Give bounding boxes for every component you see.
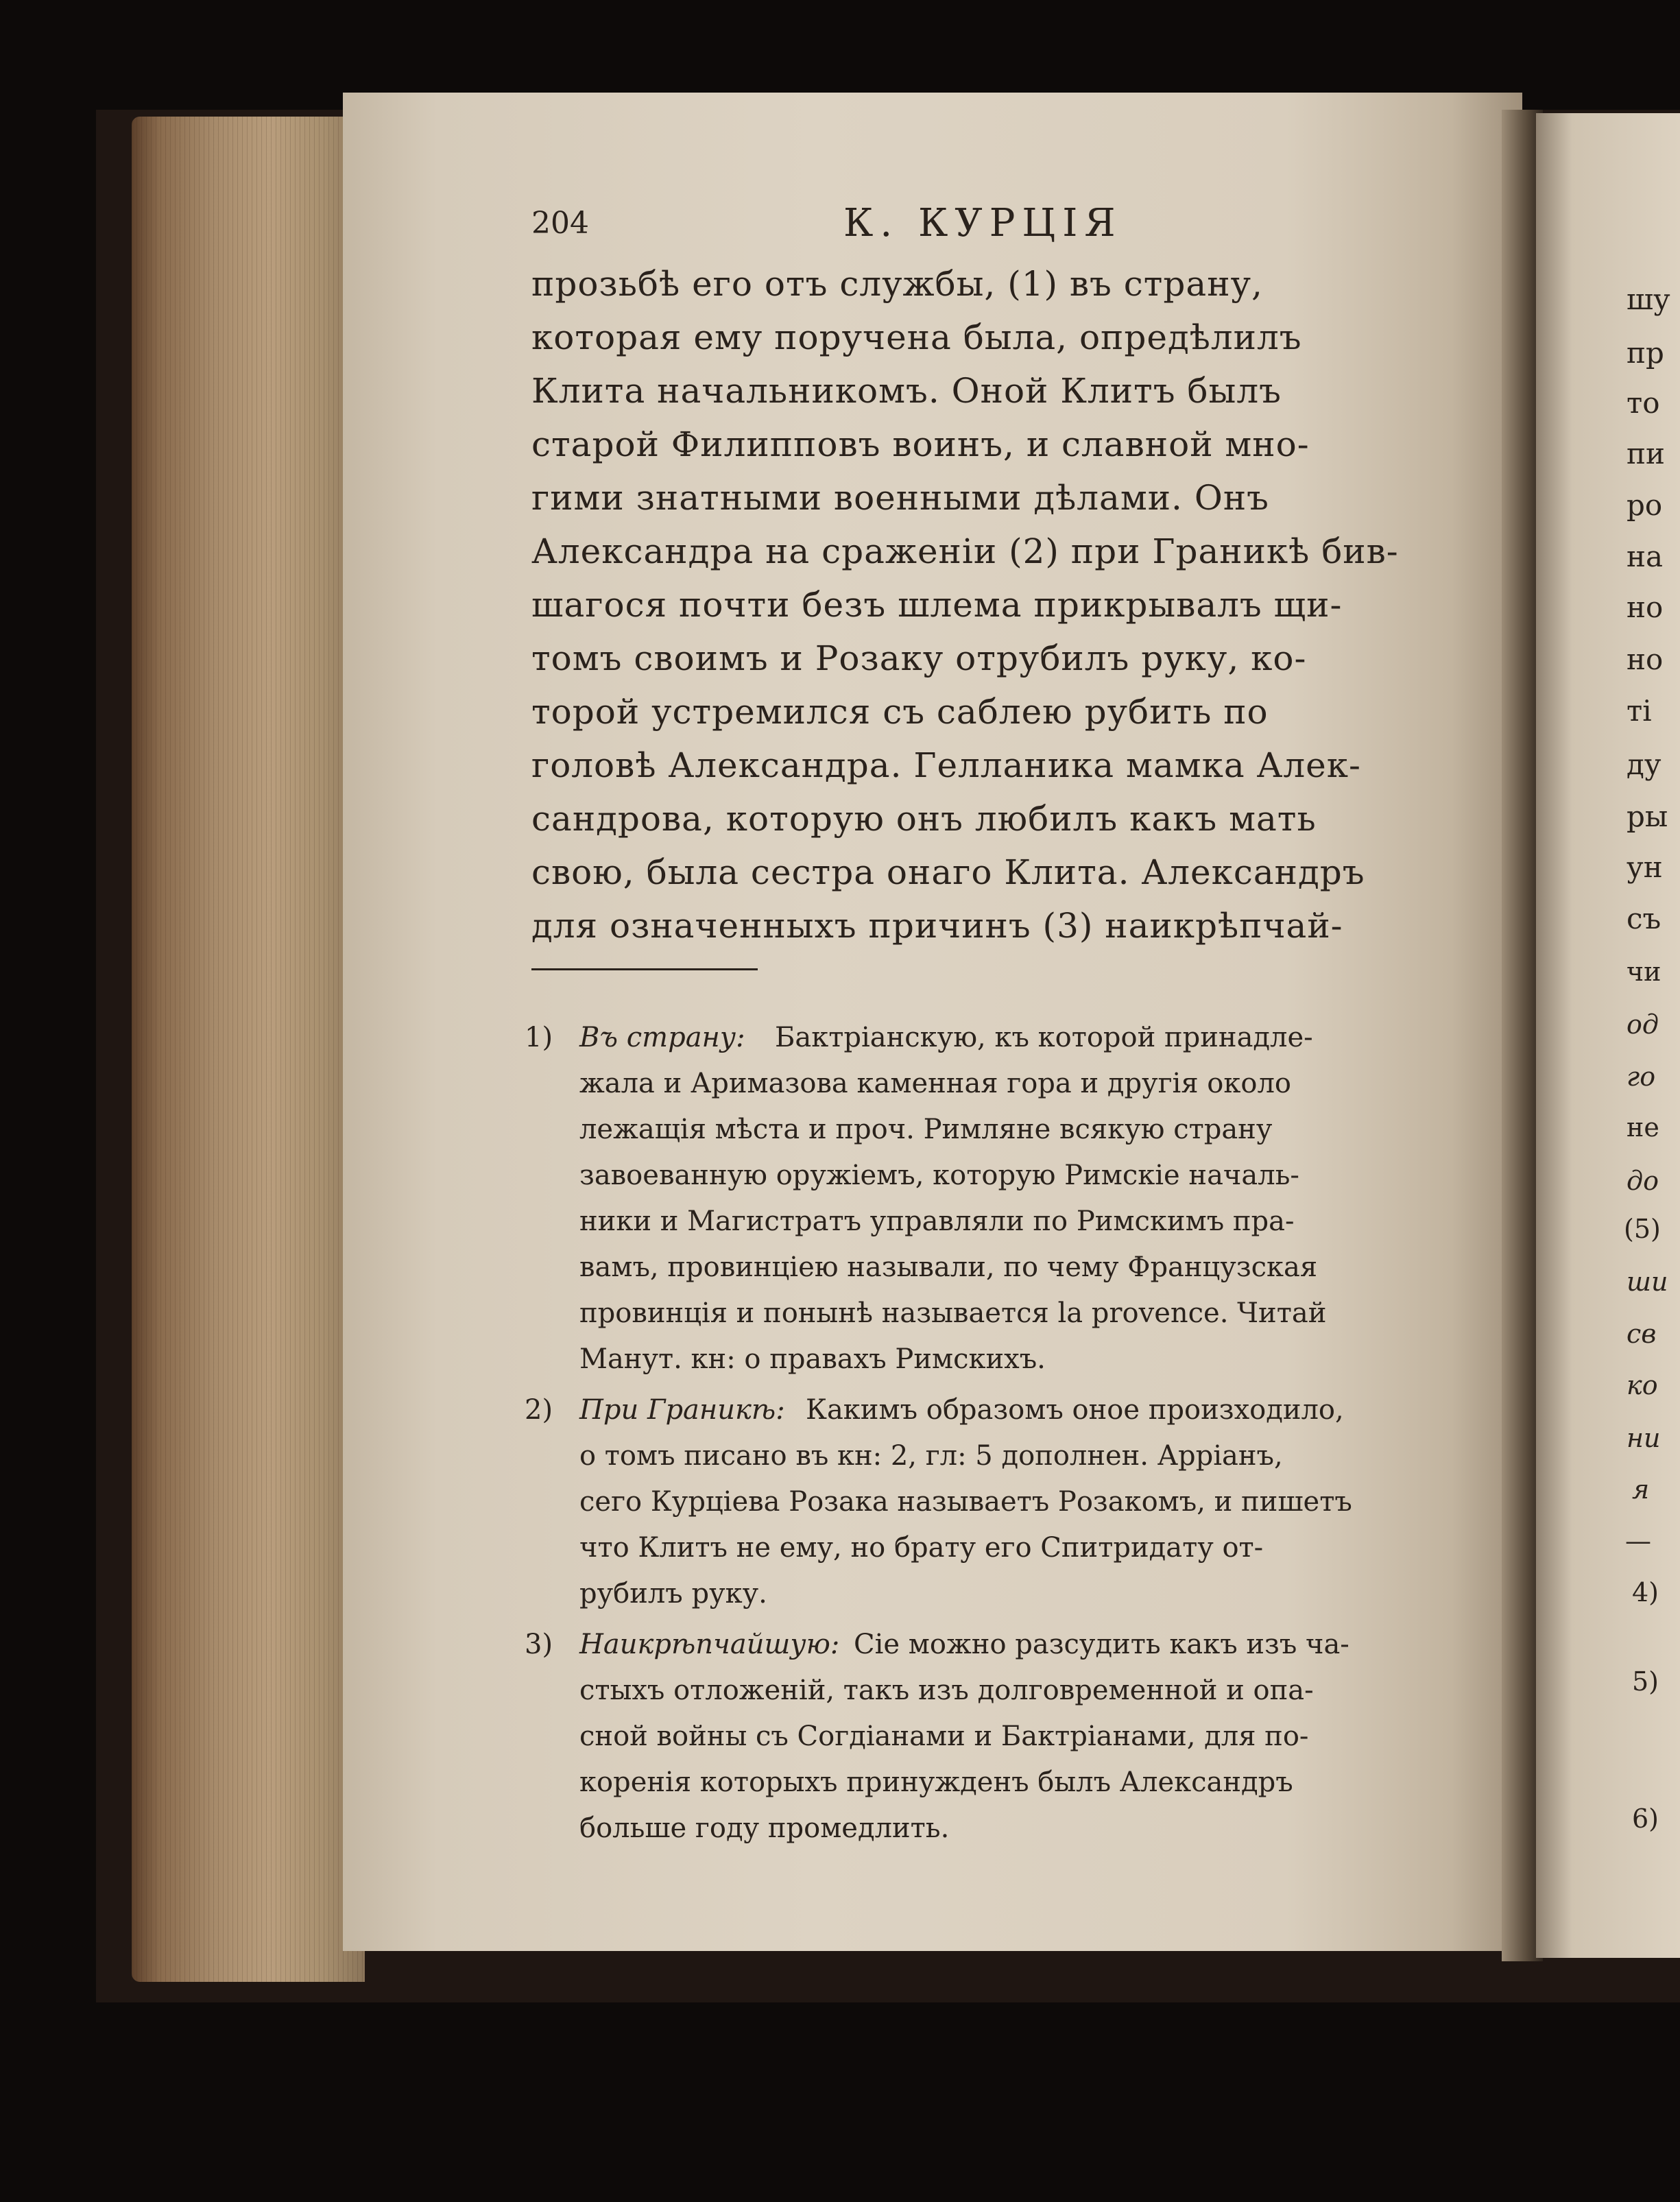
page-number: 204	[531, 206, 589, 241]
footnote-lead: При Граникѣ:	[579, 1394, 785, 1426]
body-line: головѣ Александра. Гелланика мамка Алек-	[531, 745, 1361, 785]
footnote-line: коренія которыхъ принужденъ былъ Александръ	[579, 1767, 1293, 1798]
footnote-line: что Клитъ не ему, но брату его Спитридату от-	[579, 1532, 1264, 1564]
facing-fragment: ко	[1627, 1370, 1658, 1400]
facing-fragment: пр	[1627, 336, 1664, 370]
body-line: шагося почти безъ шлема прикрывалъ щи-	[531, 585, 1343, 625]
footnote-lead: Наикрѣпчайшую:	[579, 1629, 840, 1660]
footnote-line: больше году промедлить.	[579, 1812, 950, 1844]
running-title: К. КУРЦІЯ	[843, 201, 1123, 246]
facing-fragment: ду	[1627, 747, 1661, 781]
footnote-line: о томъ писано въ кн: 2, гл: 5 дополнен. Арріанъ,	[579, 1440, 1283, 1472]
footnote-line: Сіе можно разсудить какъ изъ ча-	[854, 1629, 1349, 1660]
facing-fragment: то	[1627, 386, 1660, 420]
footnote-line: жала и Аримазова каменная гора и другія около	[579, 1068, 1291, 1099]
body-line: гими знатными военными дѣлами. Онъ	[531, 478, 1269, 518]
body-line: которая ему поручена была, опредѣлилъ	[531, 318, 1302, 357]
facing-fragment: ро	[1627, 488, 1663, 522]
facing-fragment: не	[1627, 1112, 1659, 1142]
footnote-number: 3)	[525, 1629, 553, 1660]
facing-fragment: 4)	[1632, 1577, 1659, 1607]
facing-fragment: чи	[1627, 957, 1661, 987]
body-line: старой Филипповъ воинъ, и славной мно-	[531, 424, 1310, 464]
facing-fragment: шу	[1627, 283, 1670, 316]
facing-fragment: св	[1627, 1319, 1657, 1349]
body-line: томъ своимъ и Розаку отрубилъ руку, ко-	[531, 638, 1307, 678]
body-line: свою, была сестра онаго Клита. Александръ	[531, 852, 1365, 892]
facing-fragment: ры	[1627, 800, 1668, 833]
footnote-lead: Въ страну:	[579, 1022, 745, 1053]
footnote-line: ники и Магистратъ управляли по Римскимъ пра-	[579, 1206, 1295, 1237]
facing-fragment: од	[1627, 1009, 1659, 1040]
facing-fragment: го	[1627, 1062, 1656, 1092]
facing-fragment: ни	[1627, 1423, 1661, 1453]
footnote-line: завоеванную оружіемъ, которую Римскіе началь-	[579, 1160, 1299, 1191]
body-line: сандрова, которую онъ любилъ какъ мать	[531, 799, 1317, 839]
footnote-line: рубилъ руку.	[579, 1578, 767, 1609]
facing-fragment: —	[1625, 1526, 1651, 1556]
footnote-line: сной войны съ Согдіанами и Бактріанами, для по-	[579, 1721, 1309, 1752]
facing-fragment: до	[1627, 1166, 1659, 1196]
facing-fragment: 6)	[1632, 1804, 1659, 1834]
footnote-line: сего Курціева Розака называетъ Розакомъ, и пишетъ	[579, 1486, 1352, 1518]
body-line: для означенныхъ причинъ (3) наикрѣпчай-	[531, 906, 1343, 946]
facing-fragment: (5)	[1624, 1214, 1661, 1244]
body-line: торой устремился съ саблею рубить по	[531, 692, 1269, 732]
facing-fragment: ті	[1627, 694, 1652, 728]
footnote-line: вамъ, провинціею называли, по чему Французская	[579, 1252, 1318, 1283]
footnote-line: Бактріанскую, къ которой принадле-	[775, 1022, 1313, 1053]
facing-fragment: я	[1632, 1474, 1650, 1505]
body-line: Александра на сраженіи (2) при Граникѣ бив-	[531, 531, 1399, 571]
facing-fragment: но	[1627, 590, 1664, 624]
body-line: Клита начальникомъ. Оной Клитъ былъ	[531, 371, 1282, 411]
footnote-line: Манут. кн: о правахъ Римскихъ.	[579, 1343, 1046, 1375]
footnote-line: Какимъ образомъ оное произходило,	[806, 1394, 1344, 1426]
facing-fragment: ши	[1627, 1267, 1668, 1297]
footnote-line: лежащія мѣста и проч. Римляне всякую страну	[579, 1114, 1273, 1145]
facing-fragment: но	[1627, 643, 1664, 676]
footnote-line: провинція и понынѣ называется la provence. Читай	[579, 1297, 1327, 1329]
footnote-number: 1)	[525, 1022, 553, 1053]
facing-fragment: на	[1627, 540, 1664, 573]
facing-fragment: ун	[1627, 850, 1663, 884]
footnote-divider	[531, 968, 758, 970]
footnote-line: стыхъ отложеній, такъ изъ долговременной и опа-	[579, 1675, 1314, 1706]
facing-fragment: съ	[1627, 902, 1661, 935]
facing-fragment: 5)	[1632, 1666, 1659, 1697]
footnote-number: 2)	[525, 1394, 553, 1426]
facing-fragment: пи	[1627, 437, 1665, 470]
page-edges	[132, 117, 365, 1982]
body-line: прозьбѣ его отъ службы, (1) въ страну,	[531, 264, 1263, 304]
